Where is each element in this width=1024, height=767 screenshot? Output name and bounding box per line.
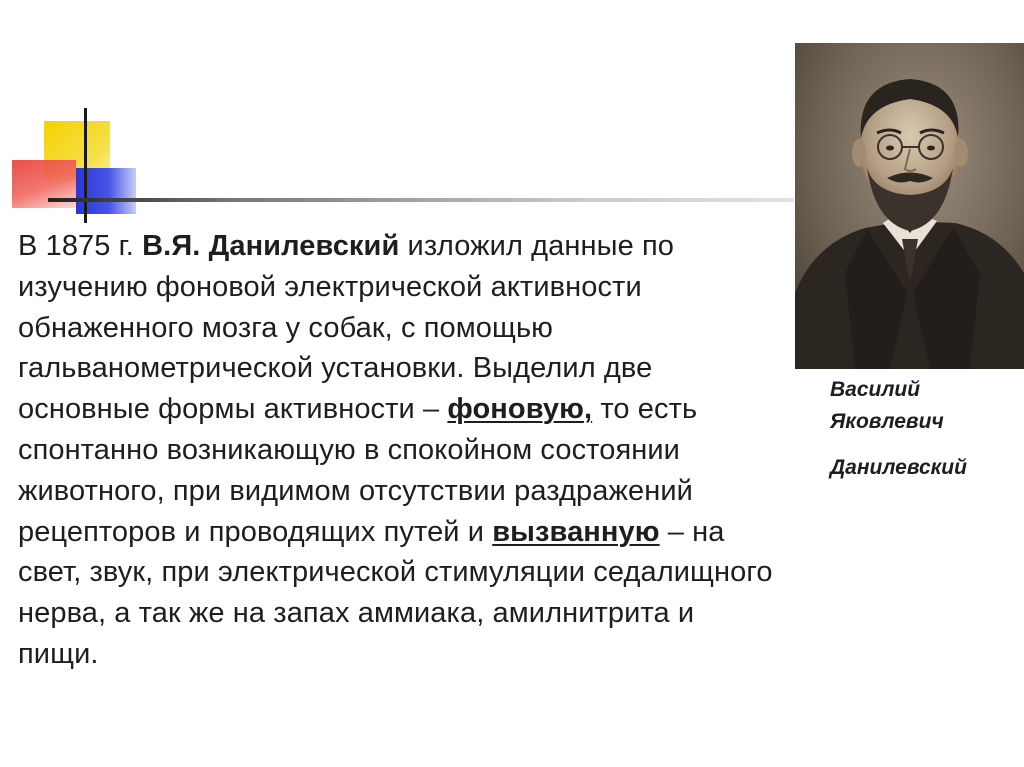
caption-patronymic: Яковлевич [830,410,944,433]
scientist-name: В.Я. Данилевский [142,230,400,262]
caption-first-name: Василий [830,378,921,401]
paragraph-part-2: изложил данные по изучению фоновой электрической активности обнаженного мозга у собак, с помощью гальванометрической установки. Выделил две основные формы активности – [18,230,674,426]
decor-vertical-line [84,108,87,223]
paragraph-part-3: то есть спонтанно возникающую в спокойном состоянии животного, при видимом отсутствии раздражений рецепторов и проводящих путей и [18,393,698,548]
decor-horizontal-rule [48,198,794,202]
paragraph-part-1: В 1875 г. [18,230,143,262]
caption-surname: Данилевский [830,456,967,479]
portrait-photo [795,43,1024,369]
term-background-activity: фоновую, [447,393,593,426]
main-paragraph [18,226,778,675]
paragraph-part-4: – на свет, звук, при электрической стимуляции седалищного нерва, а так же на запах аммиака, амилнитрита и пищи. [18,515,773,670]
term-evoked-activity: вызванную [492,515,660,548]
portrait-illustration [795,43,1024,369]
